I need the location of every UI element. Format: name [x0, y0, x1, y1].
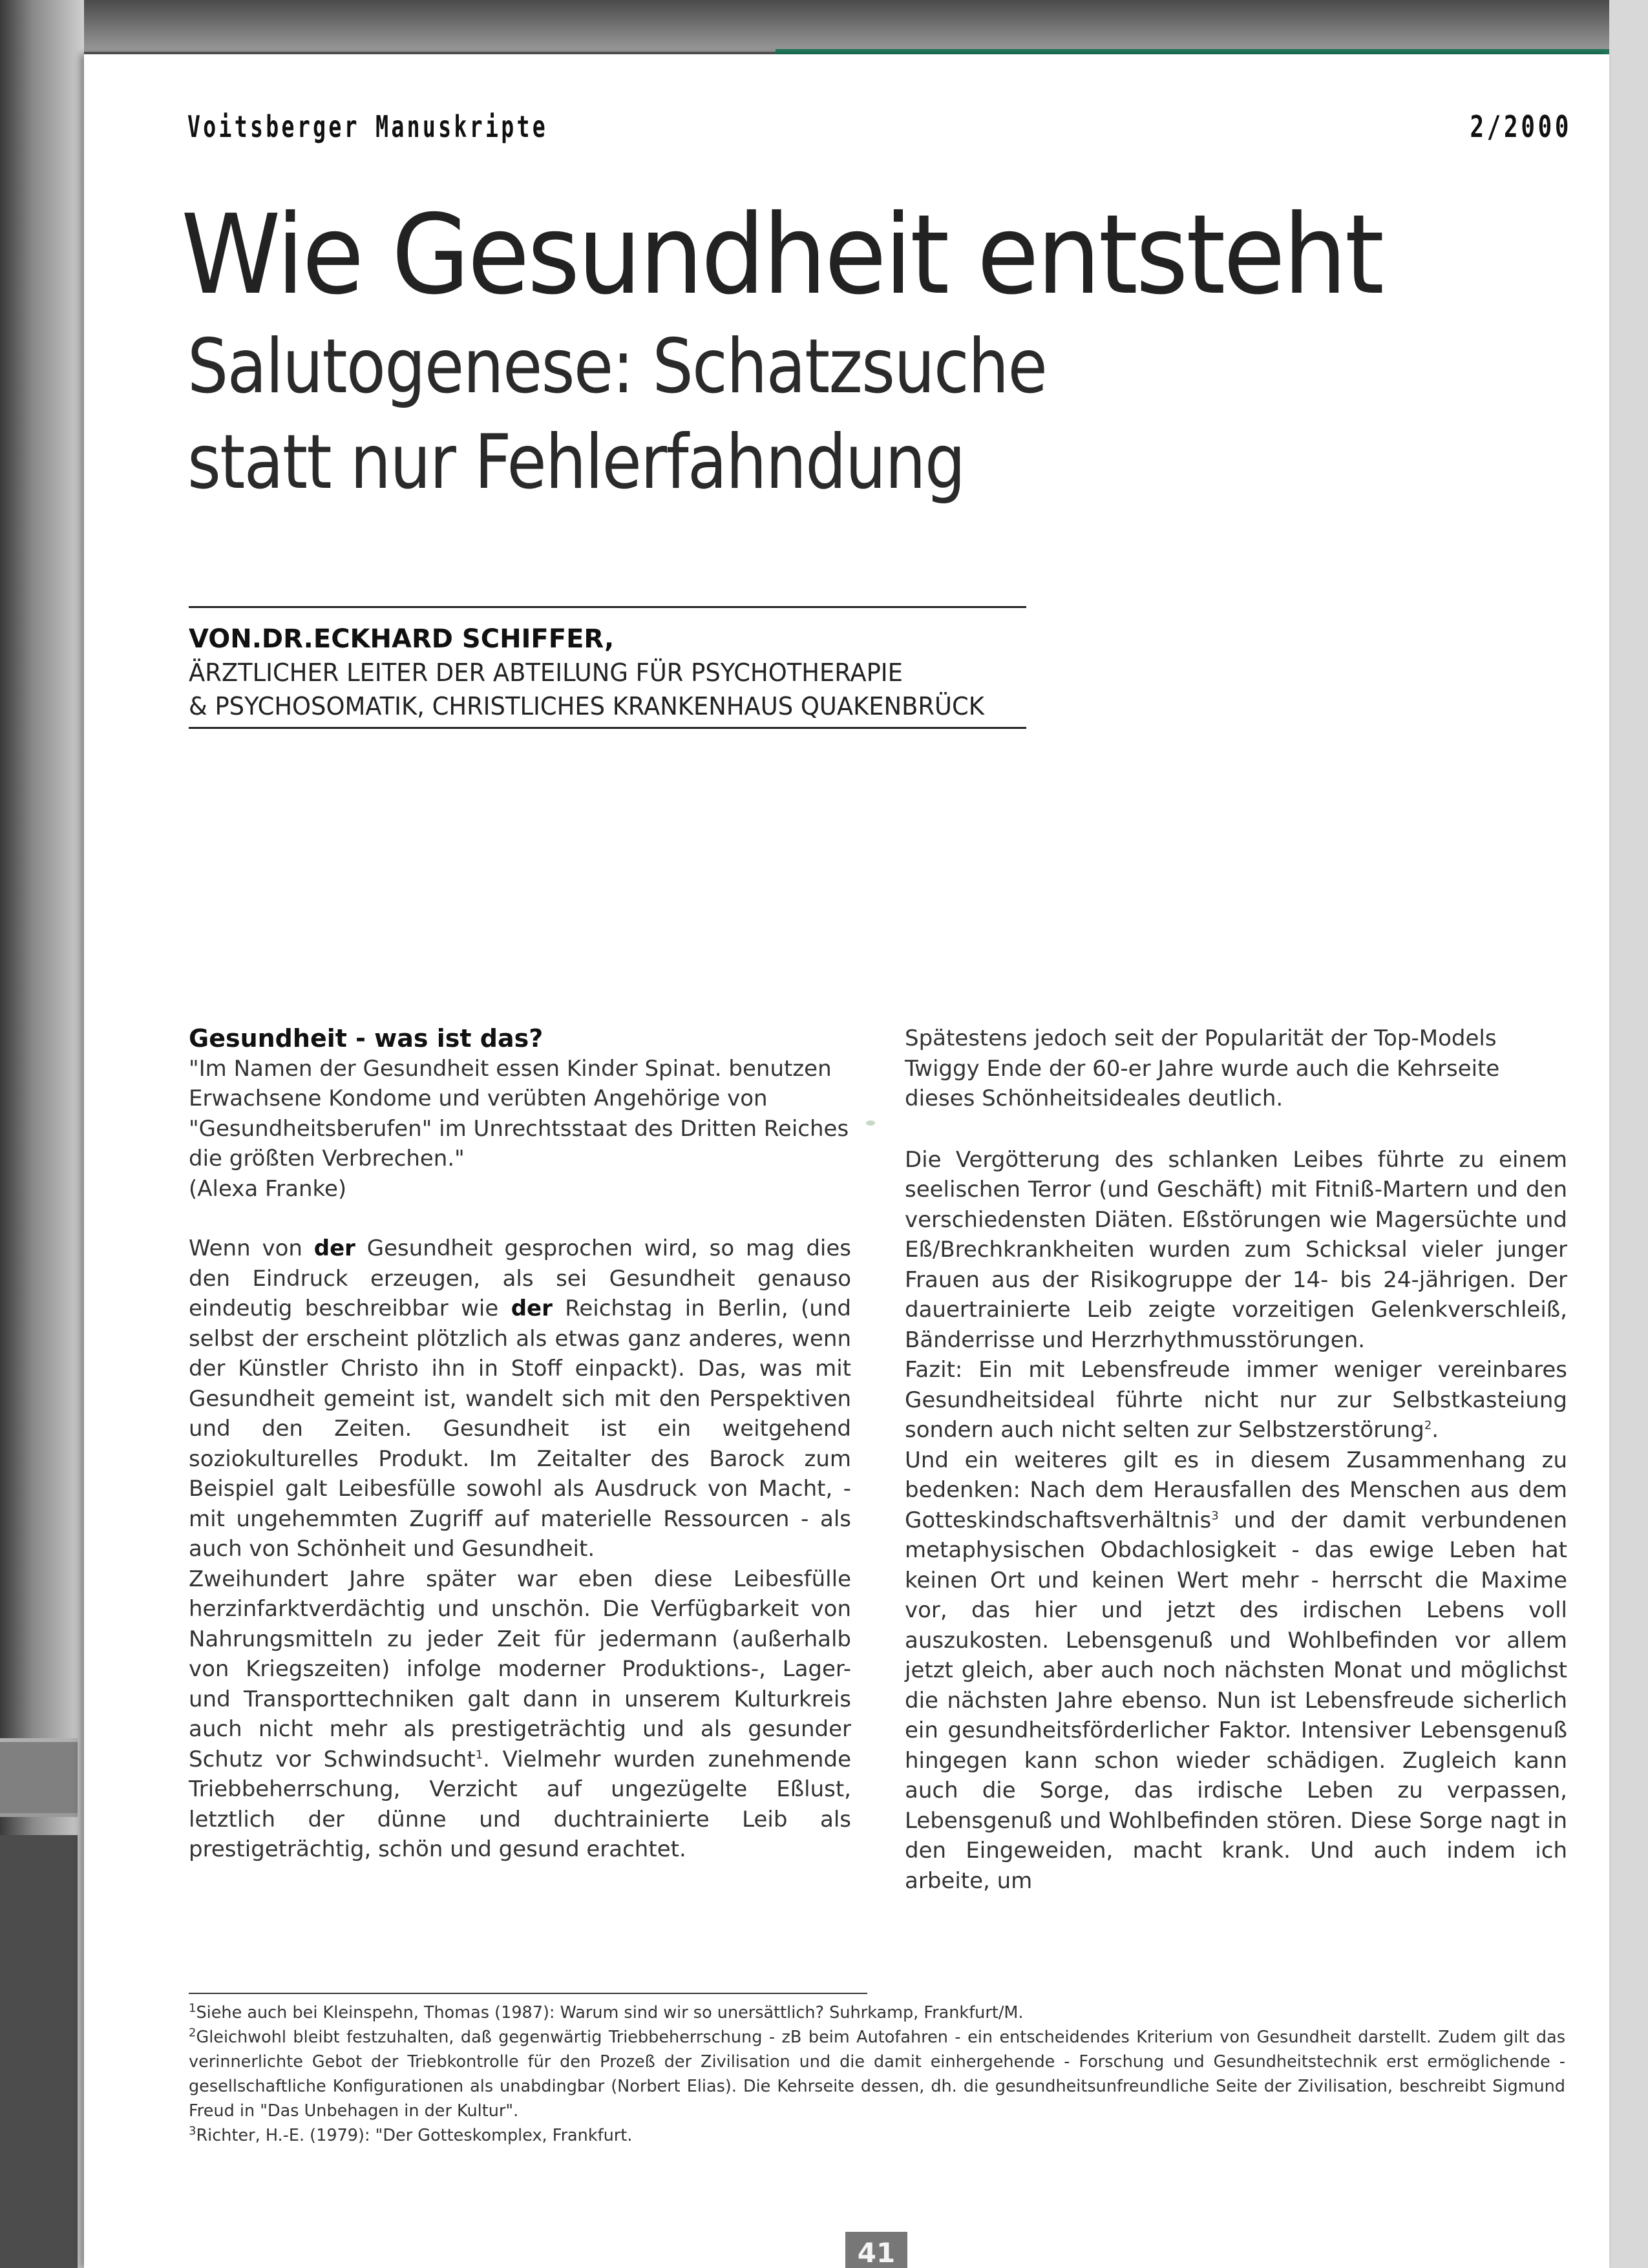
document-page [84, 54, 1609, 2268]
article-subtitle [187, 319, 1046, 510]
journal-name: Voitsberger Manuskripte [187, 109, 548, 144]
footnote-ref: 2 [1424, 1418, 1432, 1433]
footnote-1: $^1$Siehe auch bei Kleinspehn, Thomas (1987): Warum sind wir so unersättlich? Suhrkamp, Frankfurt/M. [189, 2001, 1024, 2022]
epigraph-author: (Alexa Franke) [189, 1175, 347, 1202]
left-column [189, 1024, 851, 1865]
scan-speck [866, 1120, 875, 1126]
paragraph: Und ein weiteres gilt es in diesem Zusammenhang zu bedenken: Nach dem Herausfallen des Menschen aus dem Gotteskindschaftsverhältnis$^3$ und der damit verbundenen metaphysischen Obdachlosigkeit - das ewige Leben hat keinen Ort und keinen Wert mehr - herrscht die Maxime vor, das hier und jetzt des irdischen Lebens voll auszukosten. Lebensgenuß und Wohlbefinden vor allem jetzt gleich, aber auch noch nächsten Monat und möglichst die nächsten Jahre ebenso. Nun ist Lebensfreude sicherlich ein gesundheitsförderlicher Faktor. Intensiver Lebensgenuß hingegen kann schon wieder schädigen. Zugleich kann auch die Sorge, das irdische Leben zu verpassen, Lebensgenuß und Wohlbefinden stören. Diese Sorge nagt in den Eingeweiden, macht krank. Und auch indem ich arbeite, um [905, 1447, 1567, 1894]
section-heading: Gesundheit - was ist das? [189, 1024, 544, 1053]
scan-background-top [0, 0, 1648, 52]
paragraph: Wenn von der Gesundheit gesprochen wird, so mag dies den Eindruck erzeugen, als sei Gesundheit genauso eindeutig beschreibbar wie der Reichstag in Berlin, (und selbst der erscheint plötzlich als etwas ganz anderes, wenn der Künstler Christo ihn in Stoff einpackt). Das, was mit Gesundheit gemeint ist, wandelt sich mit den Perspektiven und den Zeiten. Gesundheit ist ein weitgehend soziokulturelles Produkt. Im Zeitalter des Barock zum Beispiel galt Leibesfülle sowohl als Ausdruck von Macht, - mit ungehemmten Zugriff auf materielle Ressourcen - als auch von Schönheit und Gesundheit. [189, 1235, 851, 1562]
byline [189, 606, 1026, 729]
byline-author: VON.DR.ECKHARD SCHIFFER, [189, 624, 615, 654]
epigraph-quote: "Im Namen der Gesundheit essen Kinder Spinat. benutzen Erwachsene Kondome und verübten Angehörige von "Gesundheitsberufen" im Unrechtsstaat des Dritten Reiches die größten Verbrechen." [189, 1055, 849, 1171]
issue-number: 2/2000 [1470, 109, 1572, 144]
binding-clip [0, 1738, 78, 1817]
paragraph: Fazit: Ein mit Lebensfreude immer weniger vereinbares Gesundheitsideal führte nicht nur zur Selbstkasteiung sondern auch nicht selten zur Selbstzerstörung$^2$. [905, 1357, 1567, 1443]
paragraph: Zweihundert Jahre später war eben diese Leibesfülle herzinfarktverdächtig und unschön. Die Verfügbarkeit von Nahrungsmitteln zu jeder Zeit für jedermann (außerhalb von Kriegszeiten) infolge moderner Produktions-, Lager- und Transporttechniken galt dann in unserem Kulturkreis auch nicht mehr als prestigeträchtig und als gesunder Schutz vor Schwindsucht$^1$. Vielmehr wurden zunehmende Triebbeherrschung, Verzicht auf ungezügelte Eßlust, letztlich der dünne und duchtrainierte Leib als prestigeträchtig, schön und gesund erachtet. [189, 1566, 851, 1862]
footnote-2: $^2$Gleichwohl bleibt festzuhalten, daß gegenwärtig Triebbeherrschung - zB beim Autofahren - ein entscheidendes Kriterium von Gesundheit darstellt. Zudem gilt das verinnerlichte Gebot der Triebkontrolle für den Prozeß der Zivilisation und die damit einhergehende - Forschung und Gesundheitstechnik erst ermöglichende - gesellschaftliche Konfigurationen als unabdingbar (Norbert Elias). Die Kehrseite dessen, dh. die gesundheitsunfreundliche Seite der Zivilisation, beschreibt Sigmund Freud in "Das Unbehagen in der Kultur". [189, 2026, 1565, 2121]
page-number: 41 [845, 2232, 907, 2268]
scan-background-right [1609, 0, 1648, 2268]
footnote-3: $^3$Richter, H.-E. (1979): "Der Gotteskomplex, Frankfurt. [189, 2124, 633, 2145]
subtitle-line-2: statt nur Fehlerfahndung [187, 419, 965, 506]
footnote-rule [189, 1993, 867, 1994]
paragraph: Spätestens jedoch seit der Popularität der Top-Models Twiggy Ende der 60-er Jahre wurde auch die Kehrseite dieses Schönheitsideales deutlich. [905, 1025, 1500, 1111]
footnotes [189, 2000, 1565, 2148]
footnote-ref: 3 [1211, 1509, 1219, 1523]
footnote-ref: 1 [475, 1748, 483, 1762]
article-title: Wie Gesundheit entsteht [181, 191, 1382, 319]
binding-shadow [0, 1835, 78, 2268]
paragraph: Die Vergötterung des schlanken Leibes führte zu einem seelischen Terror (und Geschäft) mit Fitniß-Martern und den verschiedensten Diäten. Eßstörungen wie Magersüchte und Eß/Brechkrankheiten wurden zum Schicksal vieler junger Frauen aus der Risikogruppe der 14- bis 24-jährigen. Der dauertrainierte Leib zeigte vorzeitigen Gelenkverschleiß, Bänderrisse und Herzrhythmusstörungen. [905, 1146, 1567, 1353]
subtitle-line-1: Salutogenese: Schatzsuche [187, 323, 1047, 410]
byline-role-1: ÄRZTLICHER LEITER DER ABTEILUNG FÜR PSYCHOTHERAPIE [189, 658, 903, 687]
right-column [905, 1024, 1567, 1896]
byline-role-2: & PSYCHOSOMATIK, CHRISTLICHES KRANKENHAUS QUAKENBRÜCK [189, 692, 984, 720]
